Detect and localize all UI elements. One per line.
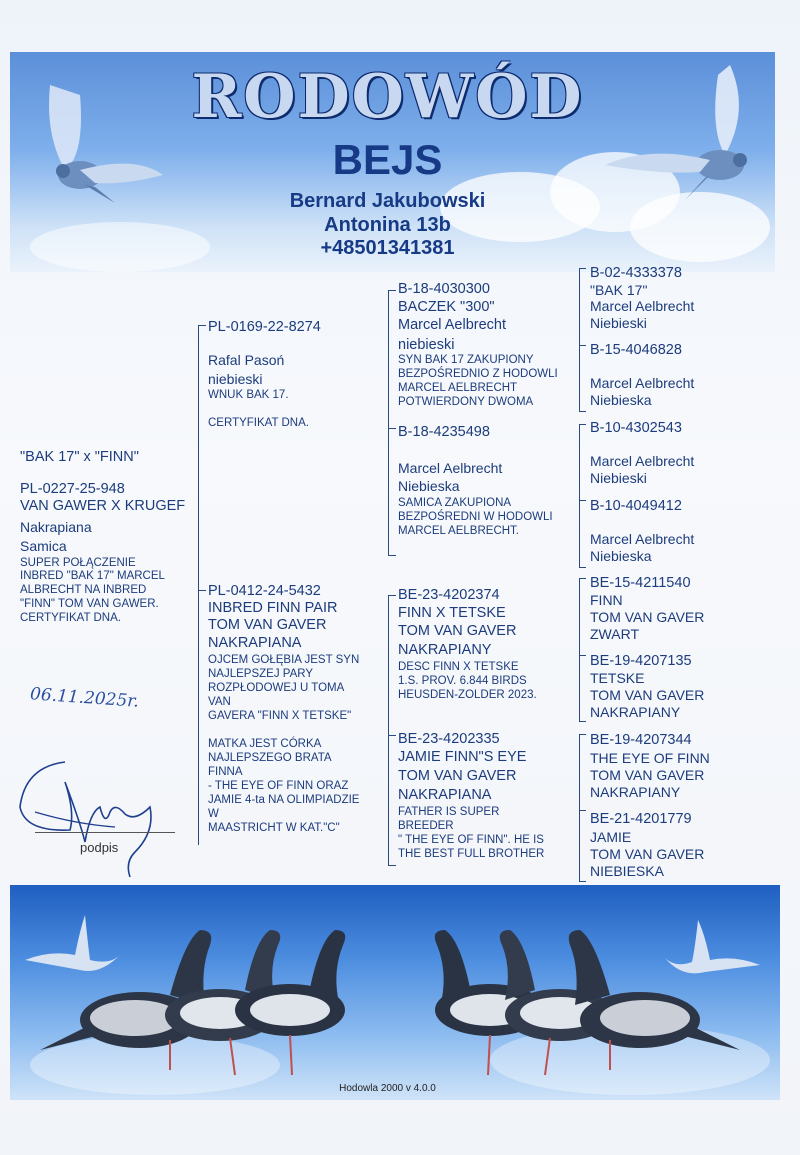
gp-breeder: TOM VAN GAVER [398, 623, 517, 639]
gp-color: NAKRAPIANY [398, 642, 492, 658]
pedigree-connector [388, 595, 396, 596]
ggp-ring: BE-21-4201779 [590, 811, 692, 827]
ggp-line: NIEBIESKA [590, 863, 664, 879]
mother-note: FINNA [208, 766, 243, 778]
subject-note: CERTYFIKAT DNA. [20, 612, 121, 624]
subject-note: ALBRECHT NA INBRED [20, 584, 147, 596]
pedigree-connector [388, 735, 396, 736]
gp-note: POTWIERDONY DWOMA [398, 396, 534, 408]
pedigree-connector [579, 345, 586, 346]
mother-ring: PL-0412-24-5432 [208, 583, 321, 599]
pedigree-connector [579, 881, 586, 882]
gp-note: SAMICA ZAKUPIONA [398, 497, 512, 509]
gp-note: " THE EYE OF FINN". HE IS [398, 834, 544, 846]
mother-note: ROZPŁODOWEJ U TOMA [208, 682, 345, 694]
mother-note: JAMIE 4-ta NA OLIMPIADZIE [208, 794, 360, 806]
father-note: CERTYFIKAT DNA. [208, 417, 309, 429]
ggp-line: FINN [590, 592, 623, 608]
pedigree-connector [198, 325, 199, 845]
mother-breeder: TOM VAN GAVER [208, 617, 327, 633]
handwritten-date: 06.11.2025r. [29, 684, 140, 712]
pedigree-connector [388, 290, 389, 555]
ggp-line: NAKRAPIANY [590, 784, 681, 800]
gp-ring: B-18-4235498 [398, 424, 490, 440]
ggp-ring: BE-15-4211540 [590, 575, 691, 591]
ggp-line: TOM VAN GAVER [590, 846, 705, 862]
father-note: WNUK BAK 17. [208, 389, 289, 401]
gp-name: FINN X TETSKE [398, 605, 506, 621]
pedigree-connector [579, 567, 586, 568]
gp-ring: BE-23-4202335 [398, 731, 500, 747]
gp-note: FATHER IS SUPER [398, 806, 500, 818]
subject-note: INBRED "BAK 17" MARCEL [20, 570, 165, 582]
subject-note: SUPER POŁĄCZENIE [20, 557, 136, 569]
pedigree-connector [198, 590, 206, 591]
subject-color: Nakrapiana [20, 519, 92, 535]
gp-note: DESC FINN X TETSKE [398, 661, 519, 673]
ggp-line: NAKRAPIANY [590, 704, 681, 720]
gp-name: JAMIE FINN"S EYE [398, 749, 527, 765]
gp-ring: B-18-4030300 [398, 281, 490, 297]
owner-phone: +48501341381 [320, 237, 455, 259]
pedigree-connector [388, 428, 396, 429]
pedigree-connector [579, 424, 586, 425]
ggp-line: Niebieska [590, 548, 652, 564]
pedigree-connector [579, 268, 580, 411]
gp-note: BEZPOŚREDNIO Z HODOWLI [398, 368, 558, 380]
ggp-ring: BE-19-4207344 [590, 732, 692, 748]
pedigree-connector [579, 655, 586, 656]
gp-note: HEUSDEN-ZOLDER 2023. [398, 689, 537, 701]
mother-note: NAJLEPSZEJ PARY [208, 668, 314, 680]
gp-note: MARCEL AELBRECHT [398, 382, 518, 394]
mother-note: W [208, 808, 219, 820]
ggp-ring: B-02-4333378 [590, 265, 682, 281]
pedigree-connector [579, 411, 586, 412]
subject-names: "BAK 17" x "FINN" [20, 449, 139, 465]
gp-color: niebieski [398, 337, 455, 353]
pedigree-connector [388, 290, 396, 291]
gp-color: Niebieska [398, 478, 460, 494]
father-ring: PL-0169-22-8274 [208, 319, 321, 335]
ggp-line: Niebieski [590, 470, 647, 486]
document-title: RODOWÓD [191, 62, 584, 132]
ggp-line: JAMIE [590, 829, 632, 845]
gp-note: SYN BAK 17 ZAKUPIONY [398, 354, 534, 366]
mother-note: - THE EYE OF FINN ORAZ [208, 780, 349, 792]
gp-color: NAKRAPIANA [398, 787, 492, 803]
ggp-line: TETSKE [590, 670, 645, 686]
mother-note: OJCEM GOŁĘBIA JEST SYN [208, 654, 360, 666]
mother-note: GAVERA "FINN X TETSKE" [208, 710, 352, 722]
ggp-ring: B-10-4302543 [590, 420, 682, 436]
ggp-line: Niebieski [590, 315, 647, 331]
gp-breeder: TOM VAN GAVER [398, 768, 517, 784]
gp-name: BACZEK "300" [398, 299, 495, 315]
gp-note: 1.S. PROV. 6.844 BIRDS [398, 675, 527, 687]
ggp-ring: B-10-4049412 [590, 498, 682, 514]
father-breeder: Rafal Pasoń [208, 352, 285, 368]
ggp-line: Marcel Aelbrecht [590, 531, 695, 547]
pedigree-connector [579, 734, 580, 881]
gp-note: THE BEST FULL BROTHER [398, 848, 545, 860]
owner-address: Antonina 13b [324, 214, 451, 236]
subject-ring: PL-0227-25-948 [20, 481, 125, 497]
signature-label: podpis [80, 840, 119, 855]
gp-ring: BE-23-4202374 [398, 587, 500, 603]
pedigree-connector [388, 555, 396, 556]
gp-note: BEZPOŚREDNI W HODOWLI [398, 511, 553, 523]
pedigree-connector [579, 578, 586, 579]
ggp-line: TOM VAN GAVER [590, 687, 705, 703]
pigeons-group-right-icon [420, 910, 770, 1090]
subject-line: VAN GAWER X KRUGEF [20, 498, 186, 514]
subject-sex: Samica [20, 538, 67, 554]
gp-note: BREEDER [398, 820, 454, 832]
father-color: niebieski [208, 371, 263, 387]
signature-icon [15, 752, 175, 882]
ggp-line: THE EYE OF FINN [590, 750, 710, 766]
pedigree-connector [579, 578, 580, 721]
gp-note: MARCEL AELBRECHT. [398, 525, 519, 537]
ggp-line: Marcel Aelbrecht [590, 453, 695, 469]
pedigree-connector [388, 865, 396, 866]
mother-color: NAKRAPIANA [208, 635, 302, 651]
signature-line [35, 832, 175, 833]
mother-note: MAASTRICHT W KAT."C" [208, 822, 340, 834]
software-version: Hodowla 2000 v 4.0.0 [339, 1083, 436, 1094]
pedigree-connector [579, 424, 580, 567]
owner-name: Bernard Jakubowski [289, 190, 486, 212]
ggp-line: ZWART [590, 626, 639, 642]
pedigree-connector [198, 325, 206, 326]
ggp-line: Niebieska [590, 392, 652, 408]
ggp-line: TOM VAN GAVER [590, 609, 705, 625]
mother-note: VAN [208, 696, 231, 708]
mother-note: NAJLEPSZEGO BRATA [208, 752, 332, 764]
pedigree-connector [579, 268, 586, 269]
gp-breeder: Marcel Aelbrecht [398, 317, 506, 333]
mother-name: INBRED FINN PAIR [208, 600, 338, 616]
ggp-line: TOM VAN GAVER [590, 767, 705, 783]
ggp-line: Marcel Aelbrecht [590, 375, 695, 391]
ggp-ring: B-15-4046828 [590, 342, 682, 358]
subject-note: "FINN" TOM VAN GAWER. [20, 598, 159, 610]
ggp-line: "BAK 17" [590, 282, 648, 298]
pedigree-connector [579, 810, 586, 811]
pedigree-connector [579, 734, 586, 735]
pedigree-connector [388, 595, 389, 865]
pedigree-connector [579, 721, 586, 722]
loft-name: BEJS [332, 136, 443, 183]
ggp-ring: BE-19-4207135 [590, 653, 692, 669]
ggp-line: Marcel Aelbrecht [590, 298, 695, 314]
pedigree-connector [579, 500, 586, 501]
pigeons-group-left-icon [20, 910, 360, 1090]
gp-breeder: Marcel Aelbrecht [398, 460, 503, 476]
mother-note: MATKA JEST CÓRKA [208, 738, 322, 750]
